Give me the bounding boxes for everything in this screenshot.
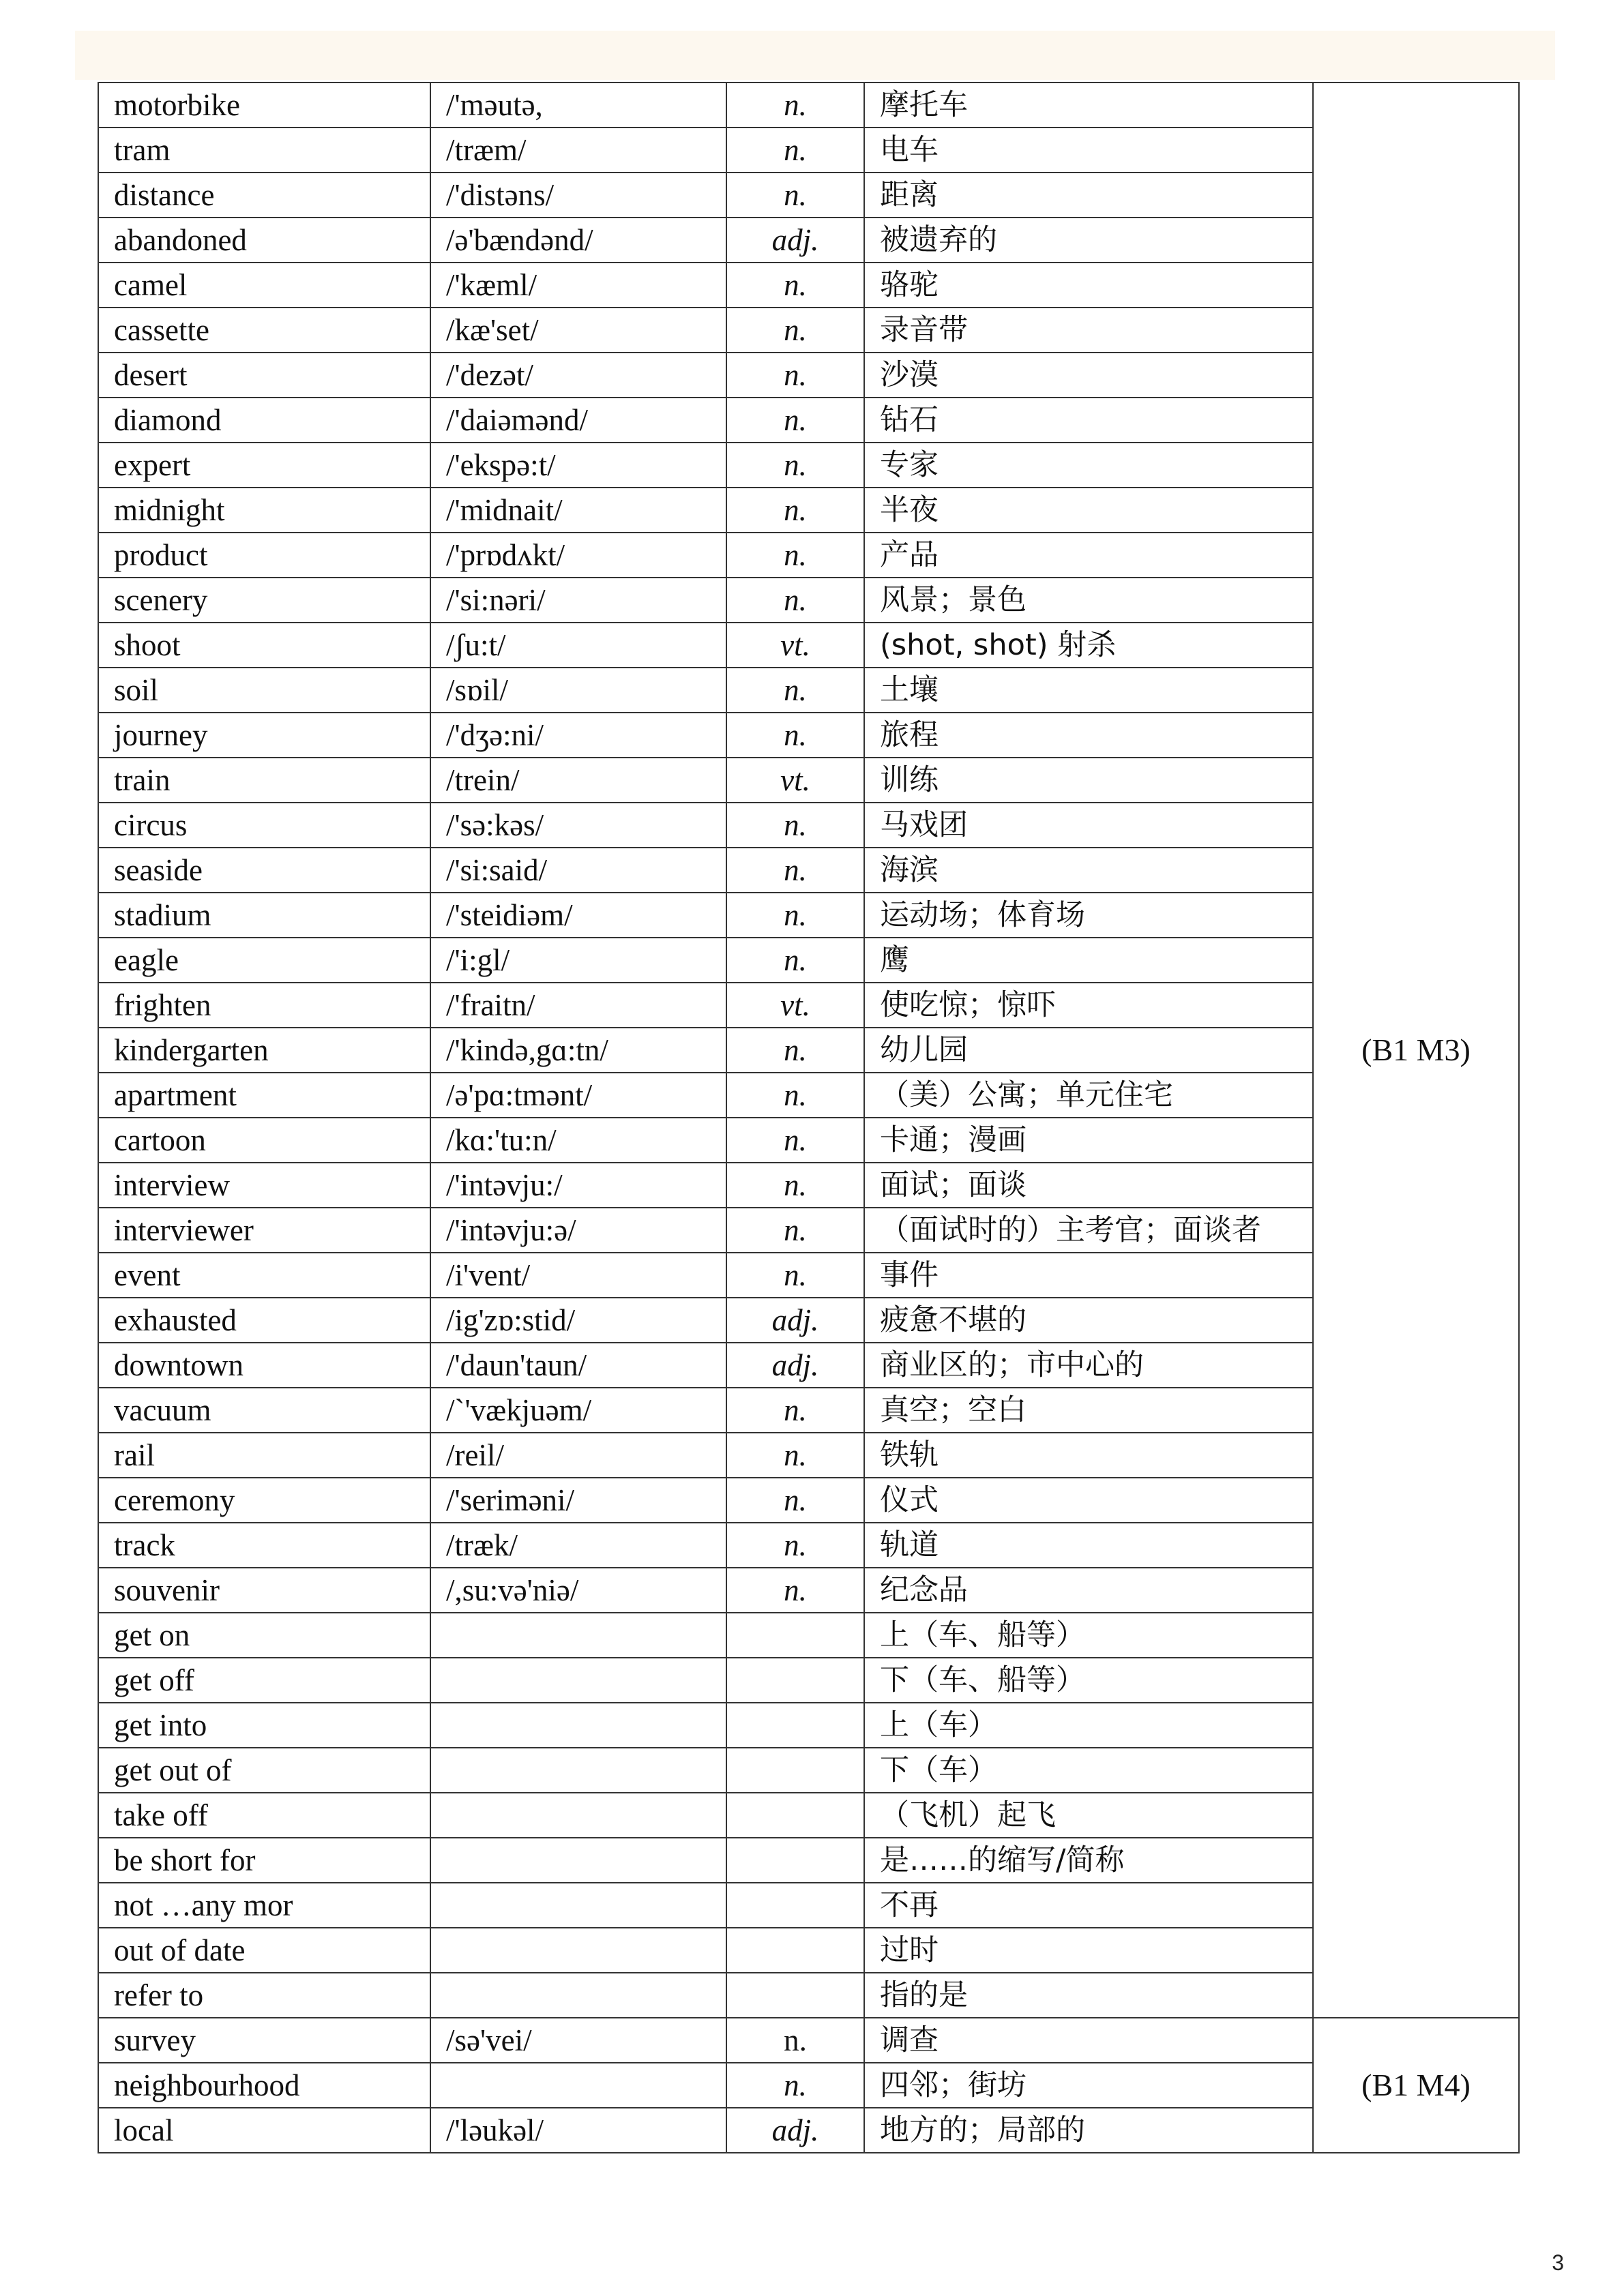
phonetic-cell: /'prɒdʌkt/ (430, 533, 726, 578)
meaning-cell: 四邻；街坊 (864, 2063, 1313, 2108)
word-cell: midnight (98, 488, 430, 533)
phonetic-cell: /trein/ (430, 758, 726, 803)
meaning-cell: 指的是 (864, 1973, 1313, 2018)
word-cell: apartment (98, 1073, 430, 1118)
word-cell: shoot (98, 623, 430, 668)
table-row (98, 308, 1519, 353)
part-of-speech-cell: n. (726, 308, 864, 353)
word-cell: get on (98, 1613, 430, 1658)
part-of-speech-cell: vt. (726, 758, 864, 803)
part-of-speech-cell: vt. (726, 623, 864, 668)
part-of-speech-cell: n. (726, 2018, 864, 2063)
meaning-cell: 上（车、船等） (864, 1613, 1313, 1658)
meaning-cell: 过时 (864, 1928, 1313, 1973)
phonetic-cell: /'dezət/ (430, 353, 726, 398)
word-cell: refer to (98, 1973, 430, 2018)
table-row (98, 1883, 1519, 1928)
phonetic-cell: /sə'vei/ (430, 2018, 726, 2063)
meaning-cell: 鹰 (864, 938, 1313, 983)
word-cell: downtown (98, 1343, 430, 1388)
part-of-speech-cell: n. (726, 893, 864, 938)
part-of-speech-cell: n. (726, 2063, 864, 2108)
word-cell: neighbourhood (98, 2063, 430, 2108)
phonetic-cell (430, 1928, 726, 1973)
meaning-cell: （美）公寓；单元住宅 (864, 1073, 1313, 1118)
part-of-speech-cell: n. (726, 1388, 864, 1433)
table-row (98, 758, 1519, 803)
meaning-cell: 幼儿园 (864, 1028, 1313, 1073)
phonetic-cell (430, 1793, 726, 1838)
table-row (98, 443, 1519, 488)
table-row (98, 1613, 1519, 1658)
meaning-cell: 旅程 (864, 713, 1313, 758)
table-row (98, 263, 1519, 308)
part-of-speech-cell: n. (726, 1073, 864, 1118)
phonetic-cell: /'seriməni/ (430, 1478, 726, 1523)
phonetic-cell: /reil/ (430, 1433, 726, 1478)
part-of-speech-cell: n. (726, 173, 864, 218)
part-of-speech-cell: n. (726, 1163, 864, 1208)
meaning-cell: 距离 (864, 173, 1313, 218)
phonetic-cell (430, 1883, 726, 1928)
table-row (98, 1073, 1519, 1118)
table-row (98, 1658, 1519, 1703)
part-of-speech-cell: n. (726, 398, 864, 443)
meaning-cell: 疲惫不堪的 (864, 1298, 1313, 1343)
table-row (98, 533, 1519, 578)
part-of-speech-cell: n. (726, 1478, 864, 1523)
part-of-speech-cell: n. (726, 848, 864, 893)
phonetic-cell (430, 2063, 726, 2108)
table-row (98, 713, 1519, 758)
phonetic-cell: /'ləukəl/ (430, 2108, 726, 2153)
table-row (98, 1703, 1519, 1748)
phonetic-cell: /'daun'taun/ (430, 1343, 726, 1388)
word-cell: cassette (98, 308, 430, 353)
word-cell: track (98, 1523, 430, 1568)
meaning-cell: 专家 (864, 443, 1313, 488)
part-of-speech-cell: n. (726, 1433, 864, 1478)
table-row (98, 623, 1519, 668)
part-of-speech-cell (726, 1703, 864, 1748)
part-of-speech-cell: n. (726, 353, 864, 398)
phonetic-cell: /'intəvju:/ (430, 1163, 726, 1208)
meaning-cell: 土壤 (864, 668, 1313, 713)
meaning-cell: （飞机）起飞 (864, 1793, 1313, 1838)
part-of-speech-cell: n. (726, 533, 864, 578)
page-header-band (75, 31, 1555, 80)
part-of-speech-cell: n. (726, 668, 864, 713)
part-of-speech-cell: adj. (726, 1343, 864, 1388)
part-of-speech-cell: n. (726, 263, 864, 308)
part-of-speech-cell: n. (726, 578, 864, 623)
table-row (98, 938, 1519, 983)
part-of-speech-cell: n. (726, 1253, 864, 1298)
part-of-speech-cell (726, 1883, 864, 1928)
phonetic-cell: /træm/ (430, 128, 726, 173)
word-cell: take off (98, 1793, 430, 1838)
meaning-cell: 是……的缩写/简称 (864, 1838, 1313, 1883)
part-of-speech-cell: n. (726, 1568, 864, 1613)
word-cell: eagle (98, 938, 430, 983)
meaning-cell: 训练 (864, 758, 1313, 803)
meaning-cell: 不再 (864, 1883, 1313, 1928)
table-row (98, 1028, 1519, 1073)
part-of-speech-cell (726, 1658, 864, 1703)
meaning-cell: 面试；面谈 (864, 1163, 1313, 1208)
table-row (98, 1433, 1519, 1478)
phonetic-cell: /'steidiəm/ (430, 893, 726, 938)
word-cell: get off (98, 1658, 430, 1703)
phonetic-cell (430, 1613, 726, 1658)
meaning-cell: 产品 (864, 533, 1313, 578)
part-of-speech-cell (726, 1973, 864, 2018)
word-cell: motorbike (98, 83, 430, 128)
meaning-cell: 半夜 (864, 488, 1313, 533)
word-cell: ceremony (98, 1478, 430, 1523)
phonetic-cell: /'intəvju:ə/ (430, 1208, 726, 1253)
word-cell: soil (98, 668, 430, 713)
phonetic-cell: /ig'zɒ:stid/ (430, 1298, 726, 1343)
word-cell: not …any mor (98, 1883, 430, 1928)
word-cell: journey (98, 713, 430, 758)
phonetic-cell: /'fraitn/ (430, 983, 726, 1028)
word-cell: kindergarten (98, 1028, 430, 1073)
phonetic-cell: /træk/ (430, 1523, 726, 1568)
meaning-cell: 风景；景色 (864, 578, 1313, 623)
part-of-speech-cell (726, 1748, 864, 1793)
table-row (98, 1568, 1519, 1613)
table-row (98, 1478, 1519, 1523)
phonetic-cell: /'midnait/ (430, 488, 726, 533)
table-row (98, 1343, 1519, 1388)
meaning-cell: 上（车） (864, 1703, 1313, 1748)
word-cell: rail (98, 1433, 430, 1478)
word-cell: scenery (98, 578, 430, 623)
unit-label-cell: (B1 M4) (1313, 2018, 1519, 2153)
word-cell: tram (98, 128, 430, 173)
meaning-cell: 商业区的；市中心的 (864, 1343, 1313, 1388)
part-of-speech-cell: vt. (726, 983, 864, 1028)
table-row (98, 668, 1519, 713)
table-row (98, 173, 1519, 218)
phonetic-cell (430, 1703, 726, 1748)
meaning-cell: 事件 (864, 1253, 1313, 1298)
table-row (98, 848, 1519, 893)
phonetic-cell: /'daiəmənd/ (430, 398, 726, 443)
phonetic-cell (430, 1838, 726, 1883)
meaning-cell: 调查 (864, 2018, 1313, 2063)
table-row (98, 1838, 1519, 1883)
table-row (98, 83, 1519, 128)
meaning-cell: 马戏团 (864, 803, 1313, 848)
word-cell: exhausted (98, 1298, 430, 1343)
meaning-cell: 海滨 (864, 848, 1313, 893)
phonetic-cell: /'si:said/ (430, 848, 726, 893)
part-of-speech-cell: n. (726, 443, 864, 488)
phonetic-cell: /'ekspə:t/ (430, 443, 726, 488)
meaning-cell: 钻石 (864, 398, 1313, 443)
table-row (98, 1208, 1519, 1253)
table-row (98, 1793, 1519, 1838)
phonetic-cell: /`'vækjuəm/ (430, 1388, 726, 1433)
table-row (98, 1523, 1519, 1568)
word-cell: circus (98, 803, 430, 848)
part-of-speech-cell: n. (726, 1118, 864, 1163)
part-of-speech-cell (726, 1928, 864, 1973)
word-cell: souvenir (98, 1568, 430, 1613)
meaning-cell: 地方的；局部的 (864, 2108, 1313, 2153)
word-cell: product (98, 533, 430, 578)
table-row (98, 1118, 1519, 1163)
table-row (98, 1388, 1519, 1433)
phonetic-cell: /i'vent/ (430, 1253, 726, 1298)
word-cell: cartoon (98, 1118, 430, 1163)
part-of-speech-cell: n. (726, 83, 864, 128)
meaning-cell: 仪式 (864, 1478, 1313, 1523)
table-row (98, 1973, 1519, 2018)
meaning-cell: （面试时的）主考官；面谈者 (864, 1208, 1313, 1253)
word-cell: seaside (98, 848, 430, 893)
part-of-speech-cell: adj. (726, 1298, 864, 1343)
phonetic-cell: /'kində,gɑ:tn/ (430, 1028, 726, 1073)
meaning-cell: 被遗弃的 (864, 218, 1313, 263)
word-cell: interview (98, 1163, 430, 1208)
phonetic-cell: /kæ'set/ (430, 308, 726, 353)
part-of-speech-cell: adj. (726, 218, 864, 263)
word-cell: frighten (98, 983, 430, 1028)
page-number: 3 (1552, 2250, 1564, 2275)
word-cell: stadium (98, 893, 430, 938)
word-cell: be short for (98, 1838, 430, 1883)
phonetic-cell: /sɒil/ (430, 668, 726, 713)
word-cell: expert (98, 443, 430, 488)
phonetic-cell: /'sə:kəs/ (430, 803, 726, 848)
meaning-cell: 沙漠 (864, 353, 1313, 398)
meaning-cell: 运动场；体育场 (864, 893, 1313, 938)
part-of-speech-cell: n. (726, 1208, 864, 1253)
word-cell: train (98, 758, 430, 803)
table-row (98, 128, 1519, 173)
part-of-speech-cell: n. (726, 128, 864, 173)
word-cell: get out of (98, 1748, 430, 1793)
meaning-cell: 纪念品 (864, 1568, 1313, 1613)
table-row (98, 1298, 1519, 1343)
phonetic-cell: /'distəns/ (430, 173, 726, 218)
phonetic-cell: /ə'pɑ:tmənt/ (430, 1073, 726, 1118)
word-cell: survey (98, 2018, 430, 2063)
meaning-cell: 下（车、船等） (864, 1658, 1313, 1703)
word-cell: out of date (98, 1928, 430, 1973)
phonetic-cell: /'si:nəri/ (430, 578, 726, 623)
meaning-cell: (shot, shot) 射杀 (864, 623, 1313, 668)
phonetic-cell: /'məutə, (430, 83, 726, 128)
meaning-cell: 使吃惊；惊吓 (864, 983, 1313, 1028)
part-of-speech-cell: n. (726, 938, 864, 983)
table-row (98, 488, 1519, 533)
phonetic-cell: /'dʒə:ni/ (430, 713, 726, 758)
phonetic-cell (430, 1748, 726, 1793)
word-cell: local (98, 2108, 430, 2153)
word-cell: event (98, 1253, 430, 1298)
table-row (98, 218, 1519, 263)
word-cell: camel (98, 263, 430, 308)
meaning-cell: 电车 (864, 128, 1313, 173)
table-row (98, 1253, 1519, 1298)
table-row (98, 2063, 1519, 2108)
table-row (98, 353, 1519, 398)
part-of-speech-cell: n. (726, 488, 864, 533)
table-row (98, 803, 1519, 848)
table-row (98, 1163, 1519, 1208)
part-of-speech-cell: n. (726, 713, 864, 758)
phonetic-cell: /kɑ:'tu:n/ (430, 1118, 726, 1163)
table-row (98, 893, 1519, 938)
meaning-cell: 摩托车 (864, 83, 1313, 128)
meaning-cell: 真空；空白 (864, 1388, 1313, 1433)
part-of-speech-cell: adj. (726, 2108, 864, 2153)
meaning-cell: 轨道 (864, 1523, 1313, 1568)
meaning-cell: 下（车） (864, 1748, 1313, 1793)
word-cell: interviewer (98, 1208, 430, 1253)
unit-label-cell: (B1 M3) (1313, 83, 1519, 2018)
part-of-speech-cell (726, 1793, 864, 1838)
word-cell: vacuum (98, 1388, 430, 1433)
meaning-cell: 骆驼 (864, 263, 1313, 308)
phonetic-cell: /'kæml/ (430, 263, 726, 308)
vocabulary-table-body (98, 83, 1519, 2153)
word-cell: distance (98, 173, 430, 218)
table-row (98, 578, 1519, 623)
part-of-speech-cell (726, 1838, 864, 1883)
table-row (98, 2108, 1519, 2153)
table-row (98, 1748, 1519, 1793)
table-row (98, 2018, 1519, 2063)
table-row (98, 398, 1519, 443)
phonetic-cell: /ʃu:t/ (430, 623, 726, 668)
word-cell: get into (98, 1703, 430, 1748)
word-cell: desert (98, 353, 430, 398)
phonetic-cell (430, 1658, 726, 1703)
word-cell: abandoned (98, 218, 430, 263)
phonetic-cell: /'i:gl/ (430, 938, 726, 983)
phonetic-cell (430, 1973, 726, 2018)
meaning-cell: 录音带 (864, 308, 1313, 353)
part-of-speech-cell: n. (726, 1523, 864, 1568)
phonetic-cell: /ə'bændənd/ (430, 218, 726, 263)
vocabulary-table (98, 82, 1520, 2153)
meaning-cell: 卡通；漫画 (864, 1118, 1313, 1163)
part-of-speech-cell (726, 1613, 864, 1658)
phonetic-cell: /,su:və'niə/ (430, 1568, 726, 1613)
word-cell: diamond (98, 398, 430, 443)
part-of-speech-cell: n. (726, 1028, 864, 1073)
table-row (98, 983, 1519, 1028)
table-row (98, 1928, 1519, 1973)
meaning-cell: 铁轨 (864, 1433, 1313, 1478)
part-of-speech-cell: n. (726, 803, 864, 848)
